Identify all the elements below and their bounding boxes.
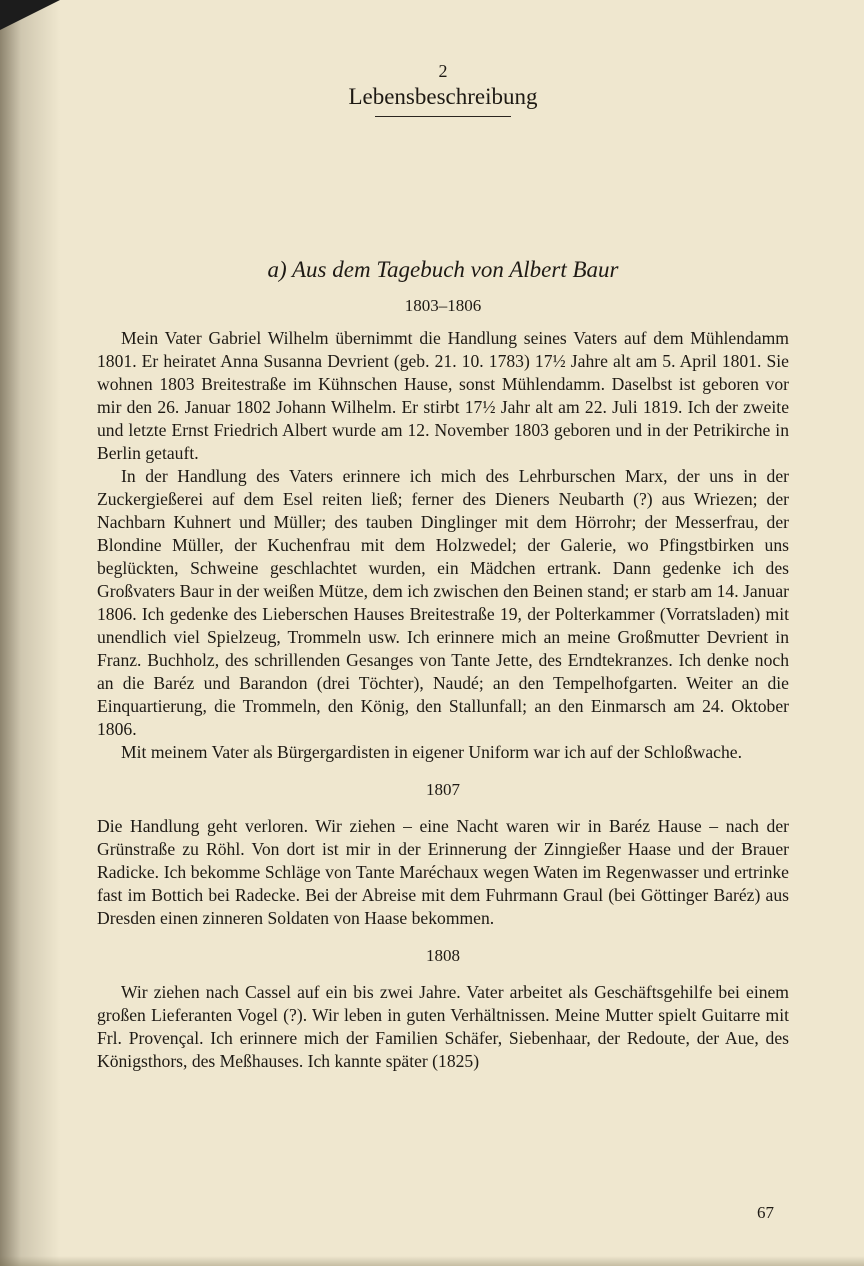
year-heading: 1803–1806 bbox=[404, 296, 482, 315]
paragraph: In der Handlung des Vaters erinnere ich mich des Lehrburschen Marx, der uns in der Zuckergießerei auf dem Esel reiten ließ; ferner des Dieners Neubarth (?) aus Wriezen; der Nachbarn Kuhnert und Müller; des tauben Dinglinger mit dem Hörrohr; der Messerfrau, der Blondine Müller, der Kuchenfrau mit dem Holzwedel; der Galerie, wo Pfingstbirken uns beglückten, Schweine geschlachtet wurden, ein Mädchen ertrank. Dann gedenke ich des Großvaters Baur in der weißen Mütze, dem ich zwischen den Beinen stand; er starb am 14. Januar 1806. Ich gedenke des Lieberschen Hauses Breitestraße 19, der Polterkammer (Vorratsladen) mit unendlich viel Spielzeug, Trommeln usw. Ich erinnere mich an meine Großmutter Devrient in Franz. Buchholz, des schrillenden Gesanges von Tante Jette, des Erndtekranzes. Ich denke noch an die Baréz und Barandon (drei Töchter), Naudé; an den Tempelhofgarten. Weiter an die Einquartierung, die Trommeln, den König, den Stallunfall; an den Einmarsch am 24. Oktober 1806. bbox=[97, 466, 789, 739]
year-heading: 1808 bbox=[426, 946, 460, 965]
paragraph: Die Handlung geht verloren. Wir ziehen – eine Nacht waren wir in Baréz Hause – nach der Grünstraße zu Röhl. Von dort ist mir in der Erinnerung der Zinngießer Haase und der Brauer Radicke. Ich bekomme Schläge von Tante Maréchaux wegen Waten im Regenwasser und ertrinke fast im Bottich bei Radecke. Bei der Abreise mit dem Fuhrmann Graul (bei Göttinger Baréz) aus Dresden einen zinneren Soldaten von Haase bekommen. bbox=[97, 816, 789, 928]
scan-corner bbox=[0, 0, 60, 30]
chapter-number: 2 bbox=[438, 61, 448, 81]
binding-shadow bbox=[0, 0, 60, 1266]
paragraph: Mein Vater Gabriel Wilhelm übernimmt die Handlung seines Vaters auf dem Mühlendamm 1801. Er heiratet Anna Susanna Devrient (geb. 21. 10. 1783) 17½ Jahre alt am 5. April 1801. Sie wohnen 1803 Breitestraße im Kühnschen Hause, sonst Mühlendamm. Daselbst ist geboren vor mir den 26. Januar 1802 Johann Wilhelm. Er stirbt 17½ Jahr alt am 22. Juli 1819. Ich der zweite und letzte Ernst Friedrich Albert wurde am 12. November 1803 geboren und in der Petrikirche in Berlin getauft. bbox=[97, 328, 789, 463]
paragraph: Mit meinem Vater als Bürgergardisten in eigener Uniform war ich auf der Schloßwache. bbox=[121, 742, 742, 762]
title-rule bbox=[375, 116, 511, 117]
section-heading: a) Aus dem Tagebuch von Albert Baur bbox=[267, 257, 619, 282]
page-content bbox=[97, 60, 789, 1073]
page-number: 67 bbox=[757, 1203, 774, 1222]
year-heading: 1807 bbox=[426, 780, 460, 799]
paragraph: Wir ziehen nach Cassel auf ein bis zwei Jahre. Vater arbeitet als Geschäftsgehilfe bei einem großen Lieferanten Vogel (?). Wir leben in guten Verhältnissen. Meine Mutter spielt Guitarre mit Frl. Provençal. Ich erinnere mich der Familien Schäfer, Siebenhaar, der Redoute, der Aue, des Königsthors, des Meßhauses. Ich kannte später (1825) bbox=[97, 982, 789, 1071]
chapter-title: Lebensbeschreibung bbox=[348, 84, 538, 109]
page-bottom-edge bbox=[0, 1256, 864, 1266]
